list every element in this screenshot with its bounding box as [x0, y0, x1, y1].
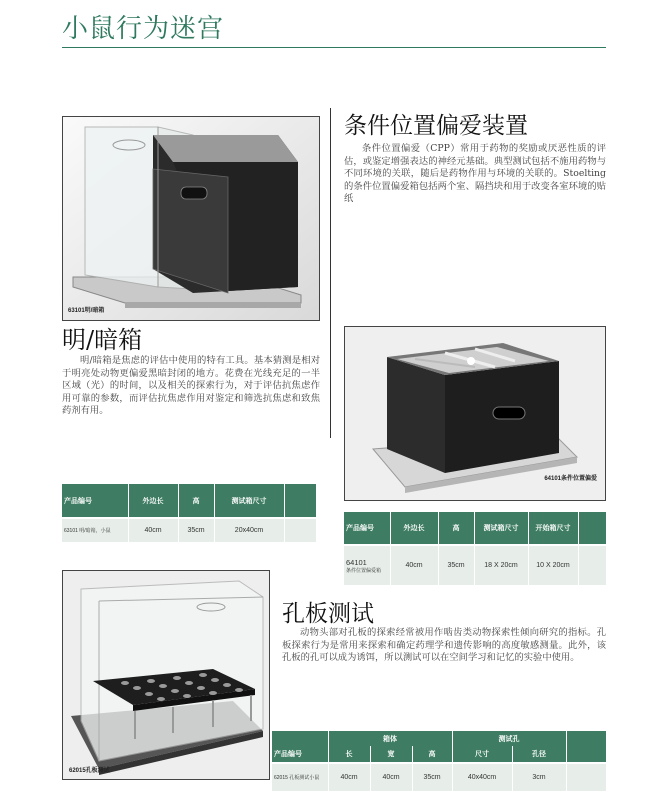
col-header-outer-length: 外边长 [128, 484, 178, 518]
cpp-spec-table [344, 512, 607, 585]
col-header-size: 尺寸 [452, 746, 512, 763]
light-dark-body: 明/暗箱是焦虑的评估中使用的特有工具。基本猜测是相对于明亮处动物更偏爱黑暗封闭的地方。花费在光线充足的一半区域（光）的时间，以及相关的探索行为，对于评估抗焦虑作用可靠的参数，而评估抗焦虑作用对鉴定和筛选抗焦虑和致焦药剂有用。 [62, 355, 320, 417]
hole-board-photo-caption: 62015孔板测试 [69, 768, 110, 774]
cell-outer-length: 40cm [390, 545, 438, 585]
group-header-box: 箱体 [328, 731, 452, 746]
table-row [344, 545, 606, 585]
col-header-height: 高 [178, 484, 214, 518]
cell-height: 35cm [412, 763, 452, 791]
col-header-test-box-size: 测试箱尺寸 [474, 512, 528, 545]
light-dark-photo-caption: 63101明/暗箱 [68, 308, 105, 314]
table-row [62, 518, 316, 542]
page-title: 小鼠行为迷宫 [62, 14, 225, 44]
col-header-outer-length: 外边长 [390, 512, 438, 545]
cell-product-name: 条件位置偏爱箱 [346, 567, 382, 574]
cell-hole-diameter: 3cm [512, 763, 566, 791]
col-header-test-box-size: 测试箱尺寸 [214, 484, 284, 518]
cpp-photo-caption: 64101条件位置偏爱 [544, 476, 597, 482]
cpp-title: 条件位置偏爱装置 [344, 113, 528, 139]
title-divider [62, 47, 606, 48]
cell-length: 40cm [328, 763, 370, 791]
cell-product: 63101 明/暗箱，小鼠 [62, 518, 128, 542]
column-divider [330, 108, 331, 438]
light-dark-box-photo [62, 116, 320, 321]
col-header-width: 宽 [370, 746, 412, 763]
cell-outer-length: 40cm [128, 518, 178, 542]
cell-size: 40x40cm [452, 763, 512, 791]
cell-height: 35cm [438, 545, 474, 585]
hole-board-spec-table [272, 731, 607, 791]
col-header-height: 高 [438, 512, 474, 545]
group-header-test-hole: 测试孔 [452, 731, 566, 746]
col-header-length: 长 [328, 746, 370, 763]
cell-product [344, 545, 390, 585]
hole-board-title: 孔板测试 [282, 601, 374, 627]
cell-width: 40cm [370, 763, 412, 791]
hole-board-photo [62, 570, 270, 780]
cell-product-no: 64101 [346, 557, 367, 567]
cell-start-box-size: 10 X 20cm [528, 545, 578, 585]
col-header-hole-diameter: 孔径 [512, 746, 566, 763]
col-header-product-no: 产品编号 [344, 512, 390, 545]
col-header-start-box-size: 开始箱尺寸 [528, 512, 578, 545]
cpp-apparatus-photo [344, 326, 606, 501]
cpp-body: 条件位置偏爱（CPP）常用于药物的奖励或厌恶性质的评估，或鉴定增强表达的神经元基础。典型测试包括不施用药物与不同环境的关联，随后是药物作用与环境的关联的。Stoelting的条件位置偏爱箱包括两个室、隔挡块和用于改变各室环境的贴纸 [344, 143, 606, 205]
table-row [272, 763, 606, 791]
col-header-product-no: 产品编号 [62, 484, 128, 518]
cell-height: 35cm [178, 518, 214, 542]
col-header-height: 高 [412, 746, 452, 763]
hole-board-body: 动物头部对孔板的探索经常被用作啮齿类动物探索性倾向研究的指标。孔板探索行为是常用来探索和确定药理学和遗传影响的高度敏感测量。此外，该孔板的孔可以成为诱饵，所以测试可以在空间学习和记忆的实验中使用。 [282, 627, 606, 664]
cell-product: 62015 孔板测试小鼠 [272, 763, 328, 791]
cell-test-box-size: 20x40cm [214, 518, 284, 542]
light-dark-spec-table [62, 484, 317, 542]
cell-test-box-size: 18 X 20cm [474, 545, 528, 585]
col-header-product-no: 产品编号 [272, 746, 328, 763]
light-dark-title: 明/暗箱 [62, 326, 143, 354]
